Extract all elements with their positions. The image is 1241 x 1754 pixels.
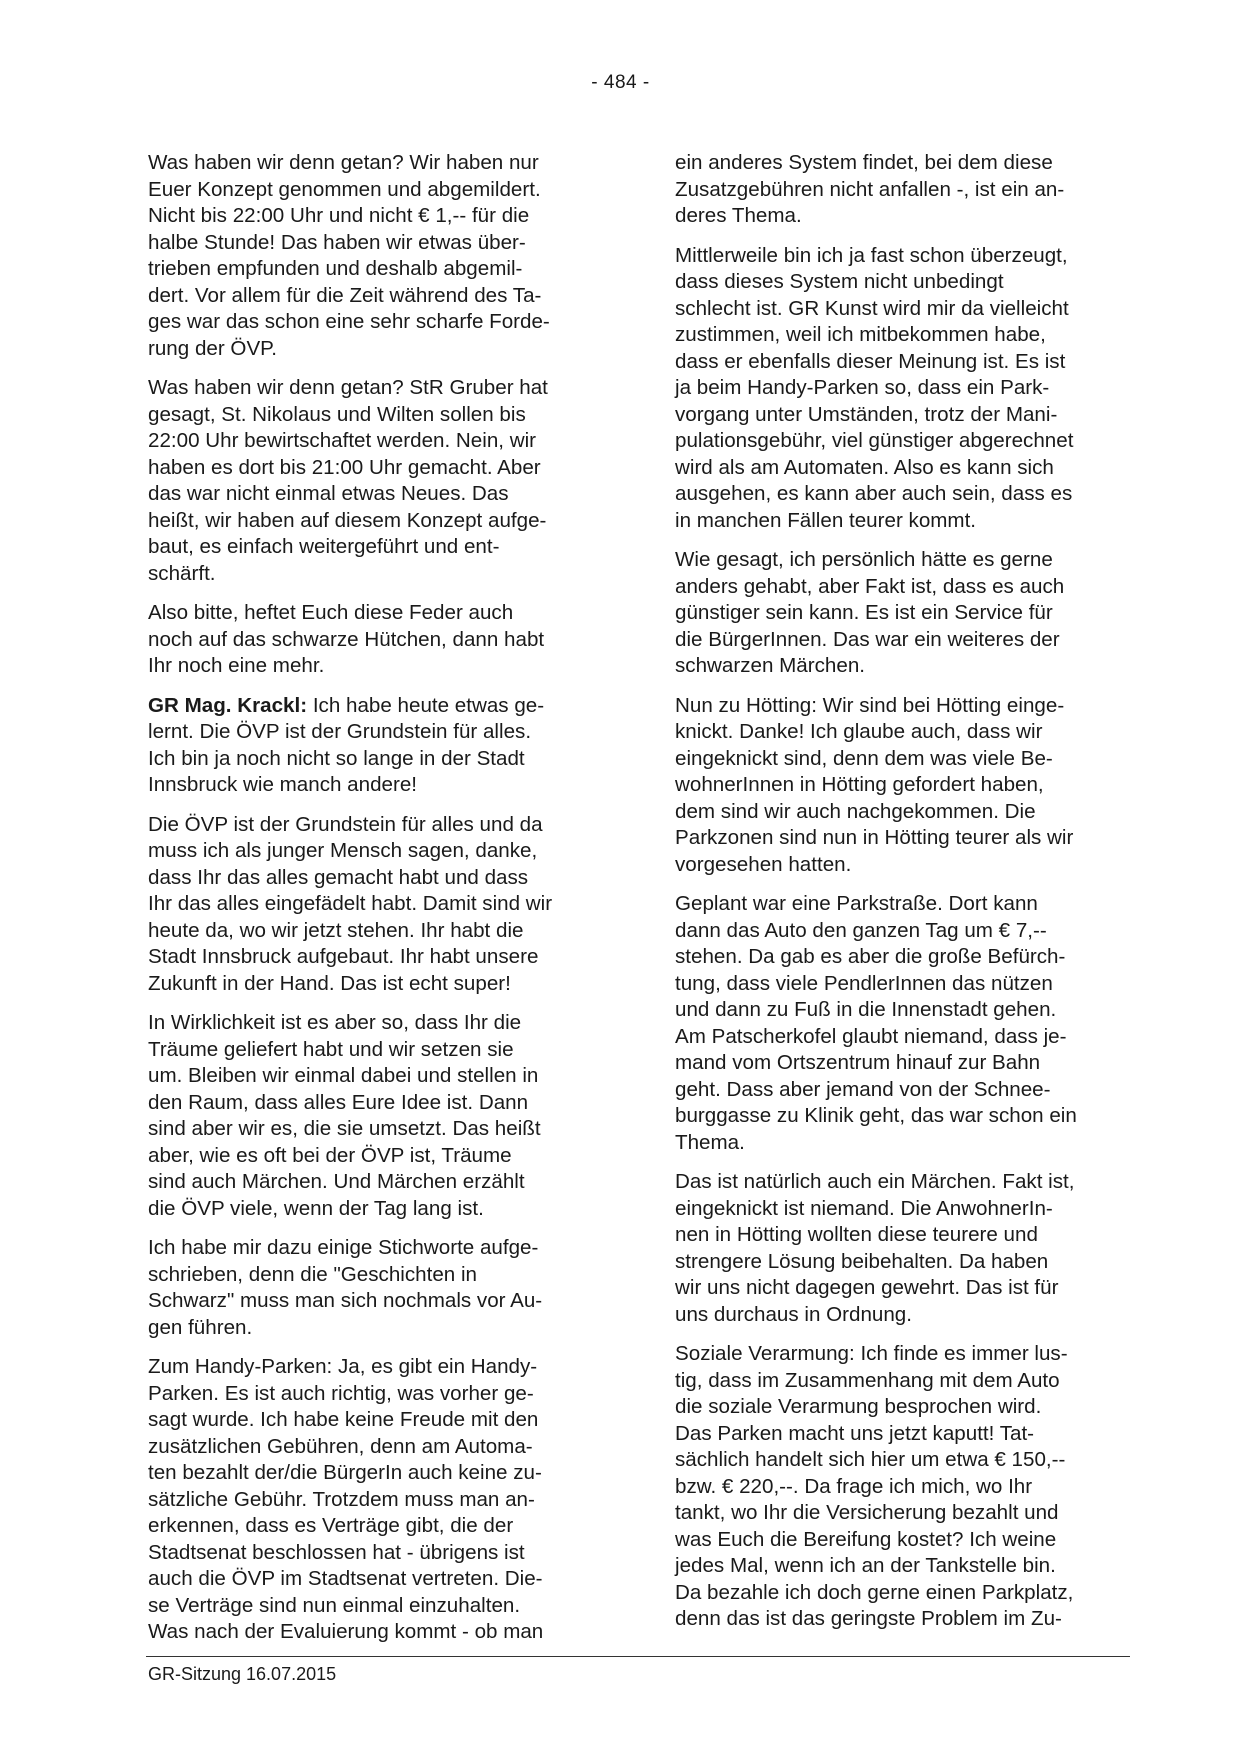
- text-line: Soziale Verarmung: Ich finde es immer lus-: [675, 1342, 1068, 1365]
- text-line: schlecht ist. GR Kunst wird mir da vielleicht: [675, 296, 1069, 320]
- text-line: Ihr das alles eingefädelt habt. Damit sind wir: [148, 892, 553, 915]
- text-line: Ich bin ja noch nicht so lange in der Stadt: [148, 746, 525, 770]
- text-line: Zusatzgebühren nicht anfallen -, ist ein an-: [675, 177, 1065, 201]
- text-line: Geplant war eine Parkstraße. Dort kann: [675, 892, 1038, 915]
- text-line: 22:00 Uhr bewirtschaftet werden. Nein, wir: [148, 429, 537, 452]
- text-line: Da bezahle ich doch gerne einen Parkplatz,: [675, 1580, 1074, 1604]
- text-line: nen in Hötting wollten diese teurere und: [675, 1223, 1038, 1246]
- text-line: Ich habe mir dazu einige Stichworte aufge-: [148, 1236, 539, 1259]
- text-line: günstiger sein kann. Es ist ein Service für: [675, 601, 1053, 624]
- text-line: heißt, wir haben auf diesem Konzept aufge-: [148, 508, 547, 532]
- text-line: Ihr noch eine mehr.: [148, 654, 325, 677]
- paragraph: [675, 150, 1125, 230]
- text-line: Mittlerweile bin ich ja fast schon überzeugt,: [675, 243, 1068, 267]
- text-line: geht. Dass aber jemand von der Schnee-: [675, 1077, 1051, 1101]
- text-line: Am Patscherkofel glaubt niemand, dass je-: [675, 1024, 1067, 1048]
- text-line: ten bezahlt der/die BürgerIn auch keine zu-: [148, 1461, 542, 1484]
- text-line: Was nach der Evaluierung kommt - ob man: [148, 1620, 544, 1643]
- text-line: vorgang unter Umständen, trotz der Mani-: [675, 402, 1058, 426]
- text-line: lernt. Die ÖVP ist der Grundstein für alles.: [148, 720, 532, 743]
- text-line: sagt wurde. Ich habe keine Freude mit den: [148, 1408, 539, 1431]
- footer-divider: [146, 1656, 1130, 1657]
- text-line: sind auch Märchen. Und Märchen erzählt: [148, 1170, 525, 1193]
- paragraph: [148, 600, 608, 680]
- speaker-label: GR Mag. Krackl:: [148, 693, 308, 717]
- text-line: Stadt Innsbruck aufgebaut. Ihr habt unsere: [148, 945, 539, 968]
- text-line: wird als am Automaten. Also es kann sich: [675, 455, 1054, 479]
- text-line: trieben empfunden und deshalb abgemil-: [148, 257, 523, 280]
- text-line: dass dieses System nicht unbedingt: [675, 270, 1004, 293]
- text-line: aber, wie es oft bei der ÖVP ist, Träume: [148, 1143, 512, 1167]
- text-line: tig, dass im Zusammenhang mit dem Auto: [675, 1368, 1060, 1392]
- text-line: Was haben wir denn getan? StR Gruber hat: [148, 376, 548, 399]
- text-line: schwarzen Märchen.: [675, 654, 865, 677]
- text-line: und dann zu Fuß in die Innenstadt gehen.: [675, 998, 1057, 1021]
- text-line: sächlich handelt sich hier um etwa € 150,--: [675, 1448, 1066, 1471]
- text-line: Innsbruck wie manch andere!: [148, 773, 418, 796]
- text-line: gesagt, St. Nikolaus und Wilten sollen bis: [148, 402, 526, 426]
- text-line: vorgesehen hatten.: [675, 852, 852, 876]
- text-line: denn das ist das geringste Problem im Zu-: [675, 1607, 1062, 1630]
- paragraph: [675, 547, 1125, 680]
- text-line: rung der ÖVP.: [148, 336, 277, 360]
- paragraph: [675, 1341, 1125, 1633]
- paragraph: [148, 693, 608, 799]
- text-line: Euer Konzept genommen und abgemildert.: [148, 177, 541, 201]
- text-line: Das Parken macht uns jetzt kaputt! Tat-: [675, 1421, 1035, 1445]
- text-line: den Raum, dass alles Eure Idee ist. Dann: [148, 1090, 529, 1114]
- text-line: eingeknickt sind, denn dem was viele Be-: [675, 746, 1053, 770]
- text-line: knickt. Danke! Ich glaube auch, dass wir: [675, 720, 1043, 743]
- text-line: dass Ihr das alles gemacht habt und dass: [148, 865, 529, 889]
- paragraph: [148, 375, 608, 587]
- text-line: deres Thema.: [675, 204, 802, 227]
- text-line: haben es dort bis 21:00 Uhr gemacht. Aber: [148, 455, 541, 479]
- text-line: ein anderes System findet, bei dem diese: [675, 151, 1053, 174]
- text-line: das war nicht einmal etwas Neues. Das: [148, 482, 509, 505]
- text-line: Parkzonen sind nun in Hötting teurer als wir: [675, 826, 1074, 849]
- text-line: Nicht bis 22:00 Uhr und nicht € 1,-- für die: [148, 204, 530, 227]
- text-line: ausgehen, es kann aber auch sein, dass es: [675, 482, 1073, 505]
- text-line: Träume geliefert habt und wir setzen sie: [148, 1037, 514, 1061]
- text-line: Also bitte, heftet Euch diese Feder auch: [148, 601, 514, 624]
- text-line: gen führen.: [148, 1315, 253, 1339]
- text-line: in manchen Fällen teurer kommt.: [675, 508, 977, 532]
- text-line: Stadtsenat beschlossen hat - übrigens ist: [148, 1540, 525, 1564]
- paragraph: [148, 1010, 608, 1222]
- text-line: se Verträge sind nun einmal einzuhalten.: [148, 1593, 521, 1617]
- text-line: zusätzlichen Gebühren, denn am Automa-: [148, 1434, 533, 1458]
- paragraph: [675, 891, 1125, 1156]
- text-line: Schwarz" muss man sich nochmals vor Au-: [148, 1289, 543, 1312]
- paragraph: [675, 693, 1125, 879]
- text-line: ja beim Handy-Parken so, dass ein Park-: [675, 376, 1050, 399]
- text-line: dert. Vor allem für die Zeit während des Ta-: [148, 283, 542, 307]
- text-line: bzw. € 220,--. Da frage ich mich, wo Ihr: [675, 1474, 1033, 1498]
- text-line: uns durchaus in Ordnung.: [675, 1302, 912, 1326]
- text-line: erkennen, dass es Verträge gibt, die der: [148, 1514, 514, 1537]
- text-line: Parken. Es ist auch richtig, was vorher ge-: [148, 1381, 534, 1405]
- paragraph: [148, 150, 608, 362]
- text-line: um. Bleiben wir einmal dabei und stellen in: [148, 1064, 539, 1087]
- text-line: anders gehabt, aber Fakt ist, dass es auch: [675, 574, 1065, 598]
- text-line: dass er ebenfalls dieser Meinung ist. Es ist: [675, 349, 1066, 373]
- text-line: Zukunft in der Hand. Das ist echt super!: [148, 971, 511, 995]
- page-number: - 484 -: [591, 72, 650, 93]
- text-line: In Wirklichkeit ist es aber so, dass Ihr die: [148, 1011, 522, 1034]
- text-line: tankt, wo Ihr die Versicherung bezahlt und: [675, 1501, 1059, 1524]
- text-line: dem sind wir auch nachgekommen. Die: [675, 799, 1036, 823]
- text-line: Das ist natürlich auch ein Märchen. Fakt ist,: [675, 1170, 1075, 1193]
- text-line: Die ÖVP ist der Grundstein für alles und da: [148, 812, 543, 836]
- text-line: jedes Mal, wenn ich an der Tankstelle bin.: [675, 1554, 1056, 1577]
- text-line: noch auf das schwarze Hütchen, dann habt: [148, 627, 545, 651]
- text-line: baut, es einfach weitergeführt und ent-: [148, 535, 500, 558]
- text-line: die ÖVP viele, wenn der Tag lang ist.: [148, 1196, 484, 1220]
- text-line: sind aber wir es, die sie umsetzt. Das heißt: [148, 1117, 541, 1140]
- text-line: eingeknickt ist niemand. Die AnwohnerIn-: [675, 1196, 1053, 1220]
- text-line: dann das Auto den ganzen Tag um € 7,--: [675, 918, 1047, 942]
- text-line: Wie gesagt, ich persönlich hätte es gerne: [675, 548, 1053, 571]
- text-line: strengere Lösung beibehalten. Da haben: [675, 1249, 1049, 1273]
- paragraph: [148, 1354, 608, 1646]
- text-line: Was haben wir denn getan? Wir haben nur: [148, 151, 539, 174]
- text-line: die BürgerInnen. Das war ein weiteres der: [675, 627, 1060, 651]
- text-line: tung, dass viele PendlerInnen das nützen: [675, 971, 1053, 995]
- text-line: Zum Handy-Parken: Ja, es gibt ein Handy-: [148, 1355, 538, 1378]
- text-line: schärft.: [148, 561, 216, 585]
- right-column: [675, 150, 1125, 1646]
- paragraph: [675, 243, 1125, 535]
- text-line: GR Mag. Krackl: Ich habe heute etwas ge-: [148, 693, 545, 717]
- text-line: Nun zu Hötting: Wir sind bei Hötting einge-: [675, 693, 1065, 717]
- text-line: ges war das schon eine sehr scharfe Forde-: [148, 310, 550, 333]
- text-line: sätzliche Gebühr. Trotzdem muss man an-: [148, 1487, 535, 1511]
- text-line: pulationsgebühr, viel günstiger abgerechnet: [675, 429, 1074, 452]
- text-line: halbe Stunde! Das haben wir etwas über-: [148, 230, 526, 254]
- text-line: mand vom Ortszentrum hinauf zur Bahn: [675, 1051, 1041, 1074]
- text-line: schrieben, denn die "Geschichten in: [148, 1262, 478, 1286]
- text-line: heute da, wo wir jetzt stehen. Ihr habt die: [148, 918, 524, 942]
- text-line: wir uns nicht dagegen gewehrt. Das ist für: [675, 1276, 1059, 1299]
- text-line: was Euch die Bereifung kostet? Ich weine: [675, 1527, 1057, 1551]
- text-line: zustimmen, weil ich mitbekommen habe,: [675, 323, 1046, 346]
- text-line: auch die ÖVP im Stadtsenat vertreten. Die-: [148, 1567, 543, 1590]
- text-line: Thema.: [675, 1130, 745, 1154]
- text-line: muss ich als junger Mensch sagen, danke,: [148, 839, 538, 862]
- text-line: stehen. Da gab es aber die große Befürch-: [675, 945, 1066, 968]
- paragraph: [675, 1169, 1125, 1328]
- paragraph: [148, 812, 608, 998]
- text-line: burggasse zu Klinik geht, das war schon ein: [675, 1104, 1077, 1127]
- footer-session-date: GR-Sitzung 16.07.2015: [148, 1664, 337, 1684]
- left-column: [148, 150, 608, 1659]
- text-line: die soziale Verarmung besprochen wird.: [675, 1395, 1042, 1418]
- paragraph: [148, 1235, 608, 1341]
- text-line: wohnerInnen in Hötting gefordert haben,: [675, 773, 1044, 796]
